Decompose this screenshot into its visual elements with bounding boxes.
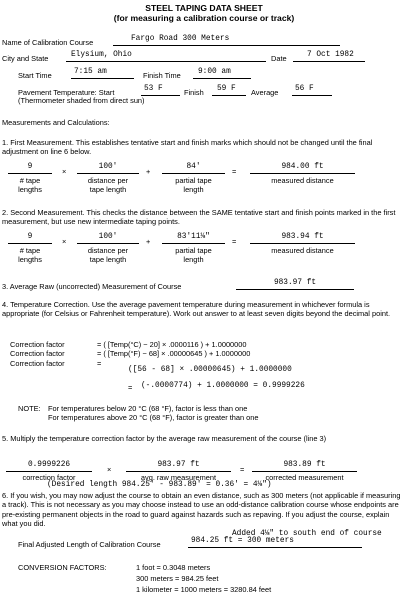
label-distance-per-tape: distance per tape length bbox=[87, 176, 129, 194]
correction-factor-fahrenheit-formula: = ( [Temp(°F) − 68] × .00000645 ) + 1.0000000 bbox=[97, 349, 251, 358]
label-partial-tape-2: partial tape length bbox=[175, 246, 212, 264]
sheet-title: STEEL TAPING DATA SHEET bbox=[145, 3, 263, 13]
step-2-distance-per-tape-value: 100' bbox=[77, 233, 139, 244]
correction-factor-worked-line-1: ([56 - 68] × .00000645) + 1.0000000 bbox=[128, 366, 292, 374]
pavement-temp-average-label: Average bbox=[251, 88, 279, 97]
step-1-tape-lengths-value: 9 bbox=[8, 163, 52, 174]
step-1-equals: = bbox=[232, 167, 237, 176]
correction-factor-worked-equals: = bbox=[128, 383, 133, 392]
city-state-value: Elysium, Ohio bbox=[66, 51, 266, 62]
step-5-multiply: × bbox=[107, 465, 112, 474]
step-3-average-raw-value: 983.97 ft bbox=[236, 279, 354, 290]
final-length-value: 984.25 ft = 300 meters bbox=[188, 537, 362, 548]
conversion-factor-2: 300 meters = 984.25 feet bbox=[136, 574, 219, 583]
step-5-corrected-value: 983.89 ft bbox=[252, 461, 357, 472]
conversion-factors-label: CONVERSION FACTORS: bbox=[18, 563, 107, 572]
step-5-avg-raw-value: 983.97 ft bbox=[126, 461, 231, 472]
pavement-temp-average-value: 56 F bbox=[292, 85, 332, 96]
label-corrected-measurement: corrected measurement bbox=[265, 473, 344, 482]
date-label: Date bbox=[271, 54, 287, 63]
thermometer-note: (Thermometer shaded from direct sun) bbox=[18, 96, 145, 105]
pavement-temp-start-value: 53 F bbox=[141, 85, 180, 96]
correction-factor-worked-label: Correction factor bbox=[10, 359, 65, 368]
measurements-heading: Measurements and Calculations: bbox=[2, 118, 110, 127]
step-6-text: 6. If you wish, you may now adjust the course to obtain an even distance, such as 300 meters (not applicable if measuring a track). This is not necessary as you may choose instead to use an odd-distance calibration course whose endpoints are pre-existing permanent objects in the road to guard against hazards such as repaving. If you adjust the course, explain what you did. bbox=[2, 491, 401, 529]
step-5-text: 5. Multiply the temperature correction factor by the average raw measurement of the course (line 3) bbox=[2, 434, 327, 443]
correction-factor-worked-line-2: (-.0000774) + 1.0000000 = 0.9999226 bbox=[141, 382, 305, 390]
step-3-label: 3. Average Raw (uncorrected) Measurement of Course bbox=[2, 282, 182, 291]
step-2-partial-tape-value: 83'11⅛" bbox=[162, 233, 225, 244]
finish-time-label: Finish Time bbox=[143, 71, 181, 80]
label-tape-lengths-2: # tape lengths bbox=[18, 246, 42, 264]
desired-length-note: (Desired length 984.25' - 983.89' = 0.36' = 4⅛") bbox=[47, 481, 272, 489]
step-1-multiply: × bbox=[62, 167, 67, 176]
final-length-label: Final Adjusted Length of Calibration Course bbox=[18, 540, 161, 549]
note-line-1: For temperatures below 20 °C (68 °F), factor is less than one bbox=[48, 404, 248, 413]
step-1-distance-per-tape-value: 100' bbox=[77, 163, 139, 174]
label-correction-factor: correction factor bbox=[22, 473, 76, 482]
city-state-label: City and State bbox=[2, 54, 49, 63]
label-measured-distance-2: measured distance bbox=[271, 246, 334, 255]
pavement-temp-finish-value: 59 F bbox=[212, 85, 246, 96]
step-1-measured-distance-value: 984.00 ft bbox=[250, 163, 355, 174]
step-2-multiply: × bbox=[62, 237, 67, 246]
label-partial-tape: partial tape length bbox=[175, 176, 212, 194]
correction-factor-celsius-formula: = ( [Temp(°C) − 20] × .0000116 ) + 1.0000000 bbox=[97, 340, 247, 349]
note-label: NOTE: bbox=[18, 404, 41, 413]
step-2-measured-distance-value: 983.94 ft bbox=[250, 233, 355, 244]
note-line-2: For temperatures above 20 °C (68 °F), factor is greater than one bbox=[48, 413, 259, 422]
step-6-added-note: Added 4⅛" to south end of course bbox=[232, 530, 382, 538]
step-5-equals: = bbox=[240, 465, 245, 474]
label-avg-raw-measurement: avg. raw measurement bbox=[140, 473, 217, 482]
course-name-label: Name of Calibration Course bbox=[2, 38, 94, 47]
start-time-value: 7:15 am bbox=[71, 68, 134, 79]
step-1-partial-tape-value: 84' bbox=[162, 163, 225, 174]
label-tape-lengths: # tape lengths bbox=[18, 176, 42, 194]
correction-factor-celsius-label: Correction factor bbox=[10, 340, 65, 349]
step-2-text: 2. Second Measurement. This checks the distance between the SAME tentative start and finish points marked in the first measurement, but use new intermediate taping points. bbox=[2, 208, 396, 227]
label-distance-per-tape-2: distance per tape length bbox=[87, 246, 129, 264]
step-2-tape-lengths-value: 9 bbox=[8, 233, 52, 244]
step-2-equals: = bbox=[232, 237, 237, 246]
start-time-label: Start Time bbox=[18, 71, 52, 80]
conversion-factor-1: 1 foot = 0.3048 meters bbox=[136, 563, 211, 572]
label-measured-distance: measured distance bbox=[271, 176, 334, 185]
correction-factor-fahrenheit-label: Correction factor bbox=[10, 349, 65, 358]
step-4-text: 4. Temperature Correction. Use the average pavement temperature during measurement in whichever formula is appropriate (for Celsius or Fahrenheit temperature). Work out answer to at least seven digits beyond the decimal point. bbox=[2, 300, 391, 319]
course-name-value: Fargo Road 300 Meters bbox=[113, 35, 340, 46]
conversion-factor-3: 1 kilometer = 1000 meters = 3280.84 feet bbox=[136, 585, 272, 594]
pavement-temp-finish-label: Finish bbox=[184, 88, 204, 97]
correction-factor-equals: = bbox=[97, 359, 102, 368]
pavement-temp-start-label: Pavement Temperature: Start bbox=[18, 88, 115, 97]
step-1-plus: + bbox=[146, 167, 151, 176]
step-2-plus: + bbox=[146, 237, 151, 246]
step-1-text: 1. First Measurement. This establishes tentative start and finish marks which should not be changed until the final adjustment on line 6 below. bbox=[2, 138, 373, 157]
finish-time-value: 9:00 am bbox=[193, 68, 251, 79]
sheet-subtitle: (for measuring a calibration course or track) bbox=[113, 13, 295, 23]
step-5-correction-factor-value: 0.9999226 bbox=[6, 461, 92, 472]
date-value: 7 Oct 1982 bbox=[293, 51, 365, 62]
